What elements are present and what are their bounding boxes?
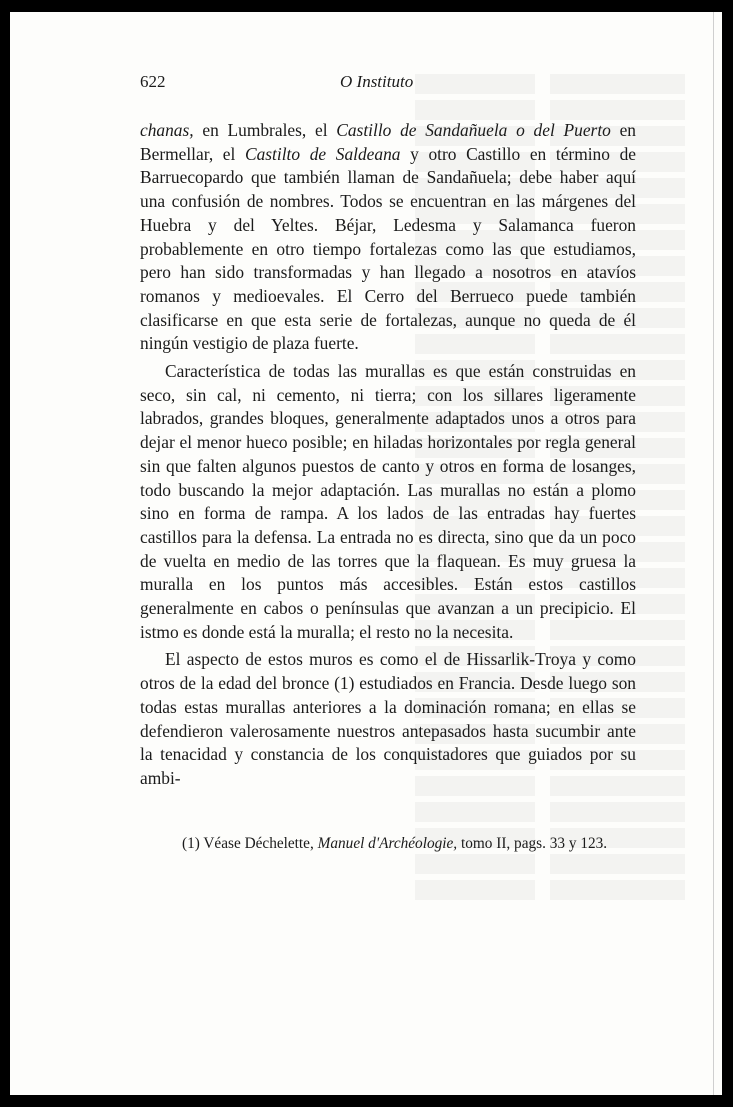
footnote <box>140 833 636 854</box>
footnote-text-1: (1) Véase Déchelette, <box>182 834 318 852</box>
paragraph-2: Característica de todas las murallas es que están construidas en seco, sin cal, ni cemento, ni tierra; con los sillares ligeramente labrados, grandes bloques, generalmente adaptados unos a otros para dejar el menor hueco posible; en hiladas horizontales por regla general sin que falten algunos puestos de canto y otros en forma de losanges, todo buscando la mejor adaptación. Las murallas no están a plomo sino en forma de rampa. A los lados de las entradas hay fuertes castillos para la defensa. La entrada no es directa, sino que da un poco de vuelta en medio de las torres que la flaquean. Es muy gruesa la muralla en los puntos más accesibles. Están estos castillos generalmente en cabos o penínsulas que avanzan a un precipicio. El istmo es donde está la muralla; el resto no la necesita. <box>140 361 636 642</box>
p1-italic-2: Castillo de Sandañuela o del Puerto <box>336 120 611 140</box>
page-header <box>140 60 636 90</box>
footnote-italic: Manuel d'Archéologie, <box>317 834 458 852</box>
page-edge <box>713 12 714 1095</box>
running-title: O Instituto <box>340 72 414 91</box>
p1-text-3: y otro Castillo en término de Barruecopardo que también llaman de Sandañuela; debe haber aquí una confusión de nombres. Todos se encuentran en las márgenes del Huebra y del Yeltes. Béjar, Ledesma y Salamanca fueron probablemente en otro tiempo fortalezas como las que estudiamos, pero han sido transformadas y han llegado a nosotros en atavíos romanos y medioevales. El Cerro del Berrueco puede también clasificarse en que esta serie de fortalezas, aunque no queda de él ningún vestigio de plaza fuerte. <box>140 143 636 354</box>
p1-italic-1: chanas, <box>140 120 194 140</box>
page-number: 622 <box>140 72 166 91</box>
p1-text-1: en Lumbrales, el <box>193 120 337 140</box>
page-content <box>140 60 636 854</box>
body-text <box>140 119 636 791</box>
p1-italic-3: Castilto de Saldeana <box>245 143 401 164</box>
paragraph-3: El aspecto de estos muros es como el de Hissarlik-Troya y como otros de la edad del bronce (1) estudiados en Francia. Desde luego son todas estas murallas anteriores a la dominación romana; en ellas se defendieron valerosamente nuestros antepasados hasta sucumbir ante la tenacidad y constancia de los conquistadores que guiados por su ambi- <box>140 649 636 788</box>
paragraph-1 <box>140 119 636 356</box>
footnote-text-2: tomo II, pags. 33 y 123. <box>457 834 608 852</box>
p1-text-2: en Bermellar, el <box>140 120 636 164</box>
